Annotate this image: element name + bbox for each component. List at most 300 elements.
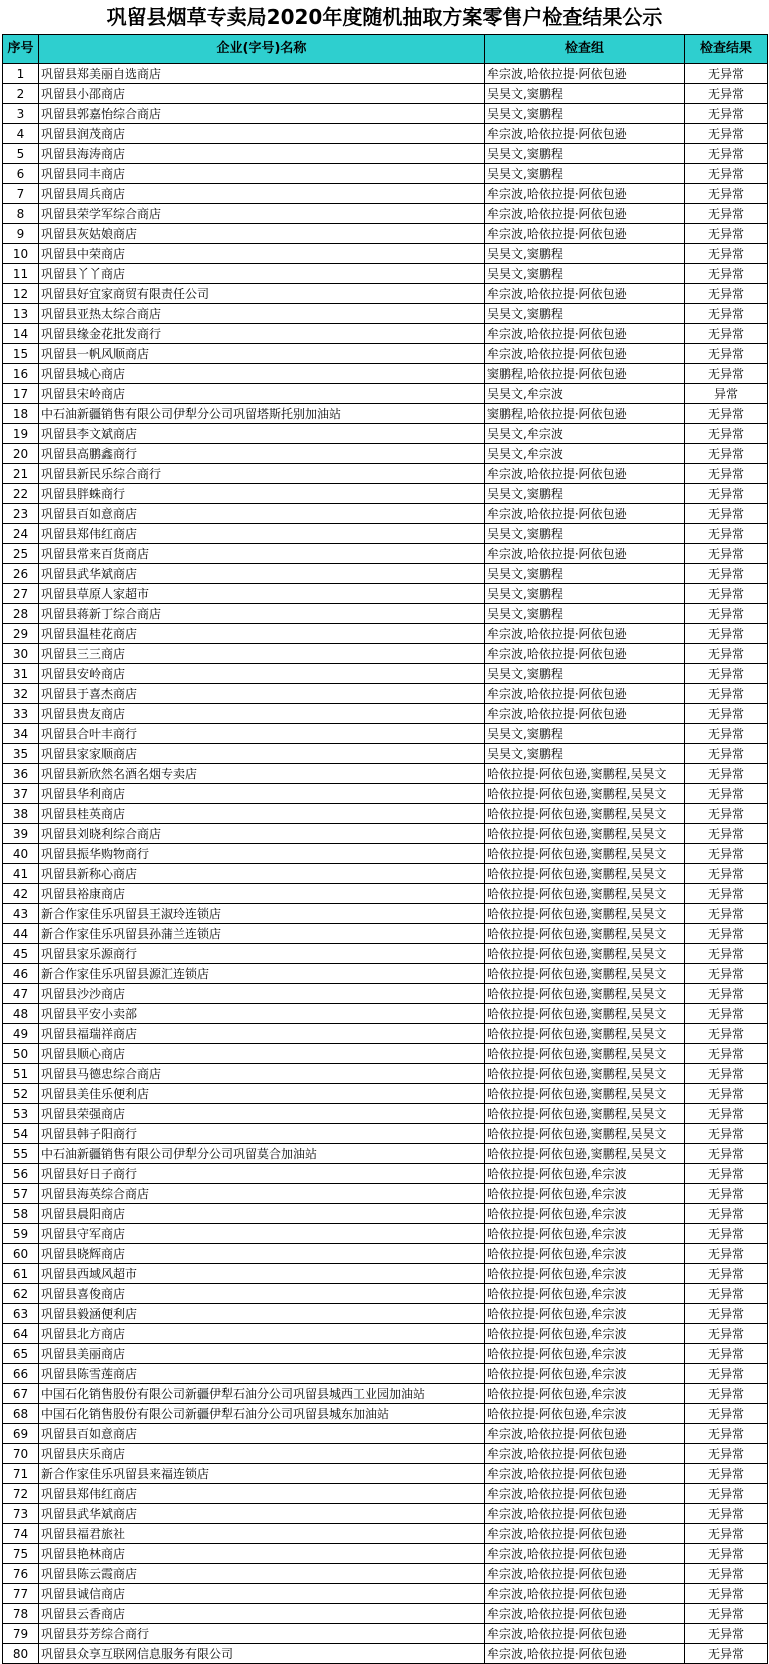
row-result: 无异常 (685, 724, 768, 744)
row-store-name: 巩留县家家顺商店 (39, 744, 485, 764)
row-result: 无异常 (685, 1404, 768, 1424)
row-result: 无异常 (685, 704, 768, 724)
row-store-name: 巩留县贵友商店 (39, 704, 485, 724)
row-store-name: 巩留县中荣商店 (39, 244, 485, 264)
row-serial: 60 (3, 1244, 39, 1264)
row-inspection-group: 牟宗波,哈依拉提·阿依包逊 (485, 1524, 685, 1544)
row-store-name: 巩留县同丰商店 (39, 164, 485, 184)
table-row (3, 1064, 768, 1084)
row-serial: 23 (3, 504, 39, 524)
row-store-name: 巩留县喜俊商店 (39, 1284, 485, 1304)
row-inspection-group: 吴昊文,窦鹏程 (485, 724, 685, 744)
row-store-name: 巩留县马德忠综合商店 (39, 1064, 485, 1084)
row-result: 无异常 (685, 1064, 768, 1084)
row-store-name: 巩留县百如意商店 (39, 504, 485, 524)
table-row (3, 1264, 768, 1284)
row-inspection-group: 吴昊文,窦鹏程 (485, 584, 685, 604)
row-inspection-group: 窦鹏程,哈依拉提·阿依包逊 (485, 364, 685, 384)
row-serial: 71 (3, 1464, 39, 1484)
row-serial: 55 (3, 1144, 39, 1164)
row-inspection-group: 牟宗波,哈依拉提·阿依包逊 (485, 684, 685, 704)
row-result: 无异常 (685, 1564, 768, 1584)
table-row (3, 584, 768, 604)
row-result: 无异常 (685, 1284, 768, 1304)
table-row (3, 184, 768, 204)
row-inspection-group: 牟宗波,哈依拉提·阿依包逊 (485, 124, 685, 144)
row-serial: 72 (3, 1484, 39, 1504)
row-store-name: 巩留县刘晓利综合商店 (39, 824, 485, 844)
row-store-name: 巩留县家乐源商行 (39, 944, 485, 964)
row-store-name: 巩留县高鹏鑫商行 (39, 444, 485, 464)
row-serial: 75 (3, 1544, 39, 1564)
row-serial: 28 (3, 604, 39, 624)
row-serial: 56 (3, 1164, 39, 1184)
row-store-name: 巩留县润茂商店 (39, 124, 485, 144)
row-result: 无异常 (685, 1304, 768, 1324)
row-store-name: 巩留县合叶丰商行 (39, 724, 485, 744)
row-result: 异常 (685, 384, 768, 404)
header-name: 企业(字号)名称 (39, 35, 485, 64)
row-store-name: 巩留县海涛商店 (39, 144, 485, 164)
row-result: 无异常 (685, 324, 768, 344)
table-row (3, 1024, 768, 1044)
row-serial: 50 (3, 1044, 39, 1064)
table-row (3, 864, 768, 884)
table-row (3, 1084, 768, 1104)
table-row (3, 744, 768, 764)
row-store-name: 新合作家佳乐巩留县王淑玲连锁店 (39, 904, 485, 924)
table-row (3, 684, 768, 704)
row-inspection-group: 哈依拉提·阿依包逊,窦鹏程,吴昊文 (485, 884, 685, 904)
row-store-name: 巩留县庆乐商店 (39, 1444, 485, 1464)
row-inspection-group: 吴昊文,窦鹏程 (485, 304, 685, 324)
row-serial: 65 (3, 1344, 39, 1364)
row-inspection-group: 哈依拉提·阿依包逊,牟宗波 (485, 1244, 685, 1264)
row-store-name: 巩留县武华斌商店 (39, 1504, 485, 1524)
row-store-name: 巩留县诚信商店 (39, 1584, 485, 1604)
row-result: 无异常 (685, 264, 768, 284)
row-store-name: 巩留县郑伟红商店 (39, 1484, 485, 1504)
row-serial: 61 (3, 1264, 39, 1284)
row-inspection-group: 哈依拉提·阿依包逊,牟宗波 (485, 1164, 685, 1184)
row-serial: 59 (3, 1224, 39, 1244)
header-serial: 序号 (3, 35, 39, 64)
row-serial: 40 (3, 844, 39, 864)
table-row (3, 604, 768, 624)
row-inspection-group: 哈依拉提·阿依包逊,窦鹏程,吴昊文 (485, 1124, 685, 1144)
table-row (3, 944, 768, 964)
table-row (3, 1404, 768, 1424)
row-store-name: 巩留县于喜杰商店 (39, 684, 485, 704)
row-result: 无异常 (685, 844, 768, 864)
row-store-name: 巩留县郑伟红商店 (39, 524, 485, 544)
row-serial: 8 (3, 204, 39, 224)
row-inspection-group: 牟宗波,哈依拉提·阿依包逊 (485, 464, 685, 484)
row-inspection-group: 牟宗波,哈依拉提·阿依包逊 (485, 644, 685, 664)
row-serial: 33 (3, 704, 39, 724)
table-row (3, 264, 768, 284)
row-inspection-group: 哈依拉提·阿依包逊,窦鹏程,吴昊文 (485, 904, 685, 924)
row-result: 无异常 (685, 564, 768, 584)
row-inspection-group: 牟宗波,哈依拉提·阿依包逊 (485, 344, 685, 364)
table-row (3, 904, 768, 924)
row-serial: 36 (3, 764, 39, 784)
row-serial: 57 (3, 1184, 39, 1204)
row-inspection-group: 牟宗波,哈依拉提·阿依包逊 (485, 64, 685, 84)
row-serial: 3 (3, 104, 39, 124)
row-store-name: 巩留县周兵商店 (39, 184, 485, 204)
row-serial: 15 (3, 344, 39, 364)
row-result: 无异常 (685, 944, 768, 964)
table-row (3, 1044, 768, 1064)
row-inspection-group: 哈依拉提·阿依包逊,窦鹏程,吴昊文 (485, 844, 685, 864)
row-result: 无异常 (685, 164, 768, 184)
table-row (3, 404, 768, 424)
row-serial: 31 (3, 664, 39, 684)
row-serial: 26 (3, 564, 39, 584)
row-store-name: 巩留县北方商店 (39, 1324, 485, 1344)
row-result: 无异常 (685, 1584, 768, 1604)
row-inspection-group: 吴昊文,窦鹏程 (485, 164, 685, 184)
row-inspection-group: 牟宗波,哈依拉提·阿依包逊 (485, 544, 685, 564)
row-inspection-group: 吴昊文,窦鹏程 (485, 664, 685, 684)
row-inspection-group: 哈依拉提·阿依包逊,牟宗波 (485, 1284, 685, 1304)
row-result: 无异常 (685, 684, 768, 704)
table-row (3, 964, 768, 984)
row-result: 无异常 (685, 104, 768, 124)
row-serial: 63 (3, 1304, 39, 1324)
row-result: 无异常 (685, 604, 768, 624)
row-serial: 73 (3, 1504, 39, 1524)
row-serial: 38 (3, 804, 39, 824)
row-serial: 32 (3, 684, 39, 704)
row-result: 无异常 (685, 924, 768, 944)
row-result: 无异常 (685, 764, 768, 784)
row-inspection-group: 牟宗波,哈依拉提·阿依包逊 (485, 1624, 685, 1644)
row-serial: 17 (3, 384, 39, 404)
row-serial: 41 (3, 864, 39, 884)
row-result: 无异常 (685, 1504, 768, 1524)
table-row (3, 344, 768, 364)
table-row (3, 1464, 768, 1484)
row-serial: 45 (3, 944, 39, 964)
table-row (3, 1524, 768, 1544)
row-store-name: 巩留县顺心商店 (39, 1044, 485, 1064)
row-inspection-group: 哈依拉提·阿依包逊,窦鹏程,吴昊文 (485, 1024, 685, 1044)
table-row (3, 564, 768, 584)
row-inspection-group: 吴昊文,窦鹏程 (485, 84, 685, 104)
row-inspection-group: 哈依拉提·阿依包逊,窦鹏程,吴昊文 (485, 764, 685, 784)
table-row (3, 1504, 768, 1524)
row-store-name: 中国石化销售股份有限公司新疆伊犁石油分公司巩留县城西工业园加油站 (39, 1384, 485, 1404)
row-inspection-group: 哈依拉提·阿依包逊,牟宗波 (485, 1324, 685, 1344)
row-result: 无异常 (685, 1204, 768, 1224)
row-result: 无异常 (685, 464, 768, 484)
row-store-name: 巩留县守军商店 (39, 1224, 485, 1244)
row-serial: 24 (3, 524, 39, 544)
row-store-name: 巩留县云香商店 (39, 1604, 485, 1624)
table-row (3, 164, 768, 184)
row-store-name: 巩留县美丽商店 (39, 1344, 485, 1364)
row-result: 无异常 (685, 884, 768, 904)
row-serial: 68 (3, 1404, 39, 1424)
row-inspection-group: 牟宗波,哈依拉提·阿依包逊 (485, 1604, 685, 1624)
row-inspection-group: 哈依拉提·阿依包逊,窦鹏程,吴昊文 (485, 784, 685, 804)
row-inspection-group: 哈依拉提·阿依包逊,窦鹏程,吴昊文 (485, 944, 685, 964)
row-serial: 76 (3, 1564, 39, 1584)
row-inspection-group: 哈依拉提·阿依包逊,牟宗波 (485, 1204, 685, 1224)
row-inspection-group: 牟宗波,哈依拉提·阿依包逊 (485, 1644, 685, 1664)
row-inspection-group: 牟宗波,哈依拉提·阿依包逊 (485, 504, 685, 524)
row-serial: 25 (3, 544, 39, 564)
row-result: 无异常 (685, 664, 768, 684)
row-inspection-group: 哈依拉提·阿依包逊,牟宗波 (485, 1344, 685, 1364)
row-store-name: 巩留县蒋新丁综合商店 (39, 604, 485, 624)
row-inspection-group: 牟宗波,哈依拉提·阿依包逊 (485, 1504, 685, 1524)
row-store-name: 巩留县武华斌商店 (39, 564, 485, 584)
table-header-row (3, 35, 768, 64)
row-result: 无异常 (685, 304, 768, 324)
row-store-name: 中石油新疆销售有限公司伊犁分公司巩留塔斯托别加油站 (39, 404, 485, 424)
row-store-name: 巩留县沙沙商店 (39, 984, 485, 1004)
row-inspection-group: 哈依拉提·阿依包逊,窦鹏程,吴昊文 (485, 1104, 685, 1124)
row-inspection-group: 牟宗波,哈依拉提·阿依包逊 (485, 284, 685, 304)
table-row (3, 1544, 768, 1564)
row-inspection-group: 牟宗波,哈依拉提·阿依包逊 (485, 204, 685, 224)
row-store-name: 中石油新疆销售有限公司伊犁分公司巩留莫合加油站 (39, 1144, 485, 1164)
row-inspection-group: 牟宗波,哈依拉提·阿依包逊 (485, 1424, 685, 1444)
row-store-name: 巩留县亚热太综合商店 (39, 304, 485, 324)
table-row (3, 704, 768, 724)
row-store-name: 巩留县美佳乐便利店 (39, 1084, 485, 1104)
row-result: 无异常 (685, 1044, 768, 1064)
table-row (3, 224, 768, 244)
row-store-name: 中国石化销售股份有限公司新疆伊犁石油分公司巩留县城东加油站 (39, 1404, 485, 1424)
row-result: 无异常 (685, 1124, 768, 1144)
row-result: 无异常 (685, 1484, 768, 1504)
table-row (3, 1204, 768, 1224)
row-store-name: 新合作家佳乐巩留县来福连锁店 (39, 1464, 485, 1484)
row-store-name: 巩留县华利商店 (39, 784, 485, 804)
table-row (3, 1324, 768, 1344)
row-store-name: 巩留县宋岭商店 (39, 384, 485, 404)
row-serial: 4 (3, 124, 39, 144)
row-serial: 29 (3, 624, 39, 644)
row-result: 无异常 (685, 584, 768, 604)
row-store-name: 巩留县芬芳综合商行 (39, 1624, 485, 1644)
row-result: 无异常 (685, 244, 768, 264)
row-store-name: 巩留县丫丫商店 (39, 264, 485, 284)
table-row (3, 504, 768, 524)
row-serial: 46 (3, 964, 39, 984)
table-row (3, 124, 768, 144)
row-serial: 16 (3, 364, 39, 384)
row-serial: 78 (3, 1604, 39, 1624)
row-store-name: 巩留县荣强商店 (39, 1104, 485, 1124)
row-result: 无异常 (685, 1544, 768, 1564)
table-row (3, 664, 768, 684)
table-row (3, 544, 768, 564)
table-row (3, 1644, 768, 1664)
table-row (3, 1344, 768, 1364)
row-store-name: 新合作家佳乐巩留县孙蒲兰连锁店 (39, 924, 485, 944)
row-store-name: 巩留县草原人家超市 (39, 584, 485, 604)
row-inspection-group: 吴昊文,窦鹏程 (485, 564, 685, 584)
row-result: 无异常 (685, 1224, 768, 1244)
row-result: 无异常 (685, 624, 768, 644)
row-inspection-group: 哈依拉提·阿依包逊,牟宗波 (485, 1364, 685, 1384)
row-inspection-group: 吴昊文,窦鹏程 (485, 104, 685, 124)
row-store-name: 巩留县三三商店 (39, 644, 485, 664)
row-serial: 77 (3, 1584, 39, 1604)
row-inspection-group: 牟宗波,哈依拉提·阿依包逊 (485, 1484, 685, 1504)
table-row (3, 1304, 768, 1324)
row-result: 无异常 (685, 524, 768, 544)
row-store-name: 巩留县百如意商店 (39, 1424, 485, 1444)
table-row (3, 1164, 768, 1184)
row-result: 无异常 (685, 1364, 768, 1384)
row-result: 无异常 (685, 1244, 768, 1264)
row-serial: 44 (3, 924, 39, 944)
row-result: 无异常 (685, 984, 768, 1004)
row-inspection-group: 哈依拉提·阿依包逊,窦鹏程,吴昊文 (485, 1004, 685, 1024)
row-inspection-group: 哈依拉提·阿依包逊,牟宗波 (485, 1224, 685, 1244)
row-store-name: 新合作家佳乐巩留县源汇连锁店 (39, 964, 485, 984)
row-store-name: 巩留县灰姑娘商店 (39, 224, 485, 244)
row-store-name: 巩留县好宜家商贸有限责任公司 (39, 284, 485, 304)
row-store-name: 巩留县晓辉商店 (39, 1244, 485, 1264)
row-store-name: 巩留县温桂花商店 (39, 624, 485, 644)
table-row (3, 1284, 768, 1304)
row-result: 无异常 (685, 964, 768, 984)
table-body (3, 64, 768, 1664)
table-row (3, 644, 768, 664)
table-row (3, 204, 768, 224)
row-store-name: 巩留县毅涵便利店 (39, 1304, 485, 1324)
table-row (3, 724, 768, 744)
row-serial: 48 (3, 1004, 39, 1024)
table-row (3, 1124, 768, 1144)
row-store-name: 巩留县福君旅社 (39, 1524, 485, 1544)
row-serial: 9 (3, 224, 39, 244)
row-inspection-group: 哈依拉提·阿依包逊,窦鹏程,吴昊文 (485, 824, 685, 844)
row-store-name: 巩留县新称心商店 (39, 864, 485, 884)
row-store-name: 巩留县一帆风顺商店 (39, 344, 485, 364)
row-result: 无异常 (685, 484, 768, 504)
row-store-name: 巩留县艳林商店 (39, 1544, 485, 1564)
table-row (3, 1424, 768, 1444)
row-inspection-group: 哈依拉提·阿依包逊,牟宗波 (485, 1404, 685, 1424)
row-inspection-group: 牟宗波,哈依拉提·阿依包逊 (485, 1544, 685, 1564)
row-result: 无异常 (685, 1464, 768, 1484)
row-inspection-group: 吴昊文,窦鹏程 (485, 144, 685, 164)
row-store-name: 巩留县福瑞祥商店 (39, 1024, 485, 1044)
row-result: 无异常 (685, 1144, 768, 1164)
row-result: 无异常 (685, 744, 768, 764)
row-result: 无异常 (685, 1604, 768, 1624)
table-row (3, 384, 768, 404)
row-result: 无异常 (685, 184, 768, 204)
row-result: 无异常 (685, 1524, 768, 1544)
table-row (3, 824, 768, 844)
row-serial: 80 (3, 1644, 39, 1664)
table-row (3, 524, 768, 544)
row-result: 无异常 (685, 904, 768, 924)
row-inspection-group: 吴昊文,窦鹏程 (485, 524, 685, 544)
row-inspection-group: 吴昊文,窦鹏程 (485, 604, 685, 624)
row-result: 无异常 (685, 444, 768, 464)
row-store-name: 巩留县新欣然名酒名烟专卖店 (39, 764, 485, 784)
row-result: 无异常 (685, 64, 768, 84)
row-inspection-group: 哈依拉提·阿依包逊,窦鹏程,吴昊文 (485, 964, 685, 984)
row-result: 无异常 (685, 784, 768, 804)
row-serial: 19 (3, 424, 39, 444)
row-store-name: 巩留县常来百货商店 (39, 544, 485, 564)
row-result: 无异常 (685, 804, 768, 824)
row-result: 无异常 (685, 1104, 768, 1124)
row-store-name: 巩留县振华购物商行 (39, 844, 485, 864)
row-inspection-group: 牟宗波,哈依拉提·阿依包逊 (485, 624, 685, 644)
row-inspection-group: 哈依拉提·阿依包逊,窦鹏程,吴昊文 (485, 1064, 685, 1084)
row-result: 无异常 (685, 224, 768, 244)
row-serial: 6 (3, 164, 39, 184)
row-result: 无异常 (685, 144, 768, 164)
row-inspection-group: 哈依拉提·阿依包逊,牟宗波 (485, 1384, 685, 1404)
row-inspection-group: 牟宗波,哈依拉提·阿依包逊 (485, 704, 685, 724)
row-serial: 27 (3, 584, 39, 604)
row-inspection-group: 哈依拉提·阿依包逊,窦鹏程,吴昊文 (485, 804, 685, 824)
row-serial: 1 (3, 64, 39, 84)
row-result: 无异常 (685, 644, 768, 664)
row-result: 无异常 (685, 404, 768, 424)
page-title: 巩留县烟草专卖局2020年度随机抽取方案零售户检查结果公示 (106, 5, 663, 29)
row-store-name: 巩留县安岭商店 (39, 664, 485, 684)
row-serial: 70 (3, 1444, 39, 1464)
row-store-name: 巩留县韩子阳商行 (39, 1124, 485, 1144)
table-row (3, 624, 768, 644)
row-store-name: 巩留县城心商店 (39, 364, 485, 384)
row-result: 无异常 (685, 1424, 768, 1444)
row-inspection-group: 吴昊文,窦鹏程 (485, 744, 685, 764)
row-inspection-group: 牟宗波,哈依拉提·阿依包逊 (485, 1464, 685, 1484)
table-row (3, 1384, 768, 1404)
table-row (3, 84, 768, 104)
row-result: 无异常 (685, 284, 768, 304)
row-inspection-group: 牟宗波,哈依拉提·阿依包逊 (485, 1584, 685, 1604)
row-serial: 53 (3, 1104, 39, 1124)
table-row (3, 1444, 768, 1464)
row-serial: 51 (3, 1064, 39, 1084)
table-row (3, 1244, 768, 1264)
table-row (3, 284, 768, 304)
table-row (3, 1564, 768, 1584)
row-result: 无异常 (685, 544, 768, 564)
table-row (3, 464, 768, 484)
row-inspection-group: 哈依拉提·阿依包逊,窦鹏程,吴昊文 (485, 1084, 685, 1104)
row-inspection-group: 吴昊文,窦鹏程 (485, 484, 685, 504)
row-inspection-group: 牟宗波,哈依拉提·阿依包逊 (485, 184, 685, 204)
row-serial: 37 (3, 784, 39, 804)
row-result: 无异常 (685, 1324, 768, 1344)
row-store-name: 巩留县晨阳商店 (39, 1204, 485, 1224)
row-result: 无异常 (685, 1644, 768, 1664)
row-serial: 67 (3, 1384, 39, 1404)
row-serial: 47 (3, 984, 39, 1004)
row-serial: 21 (3, 464, 39, 484)
row-serial: 7 (3, 184, 39, 204)
row-inspection-group: 吴昊文,牟宗波 (485, 444, 685, 464)
header-group: 检查组 (485, 35, 685, 64)
